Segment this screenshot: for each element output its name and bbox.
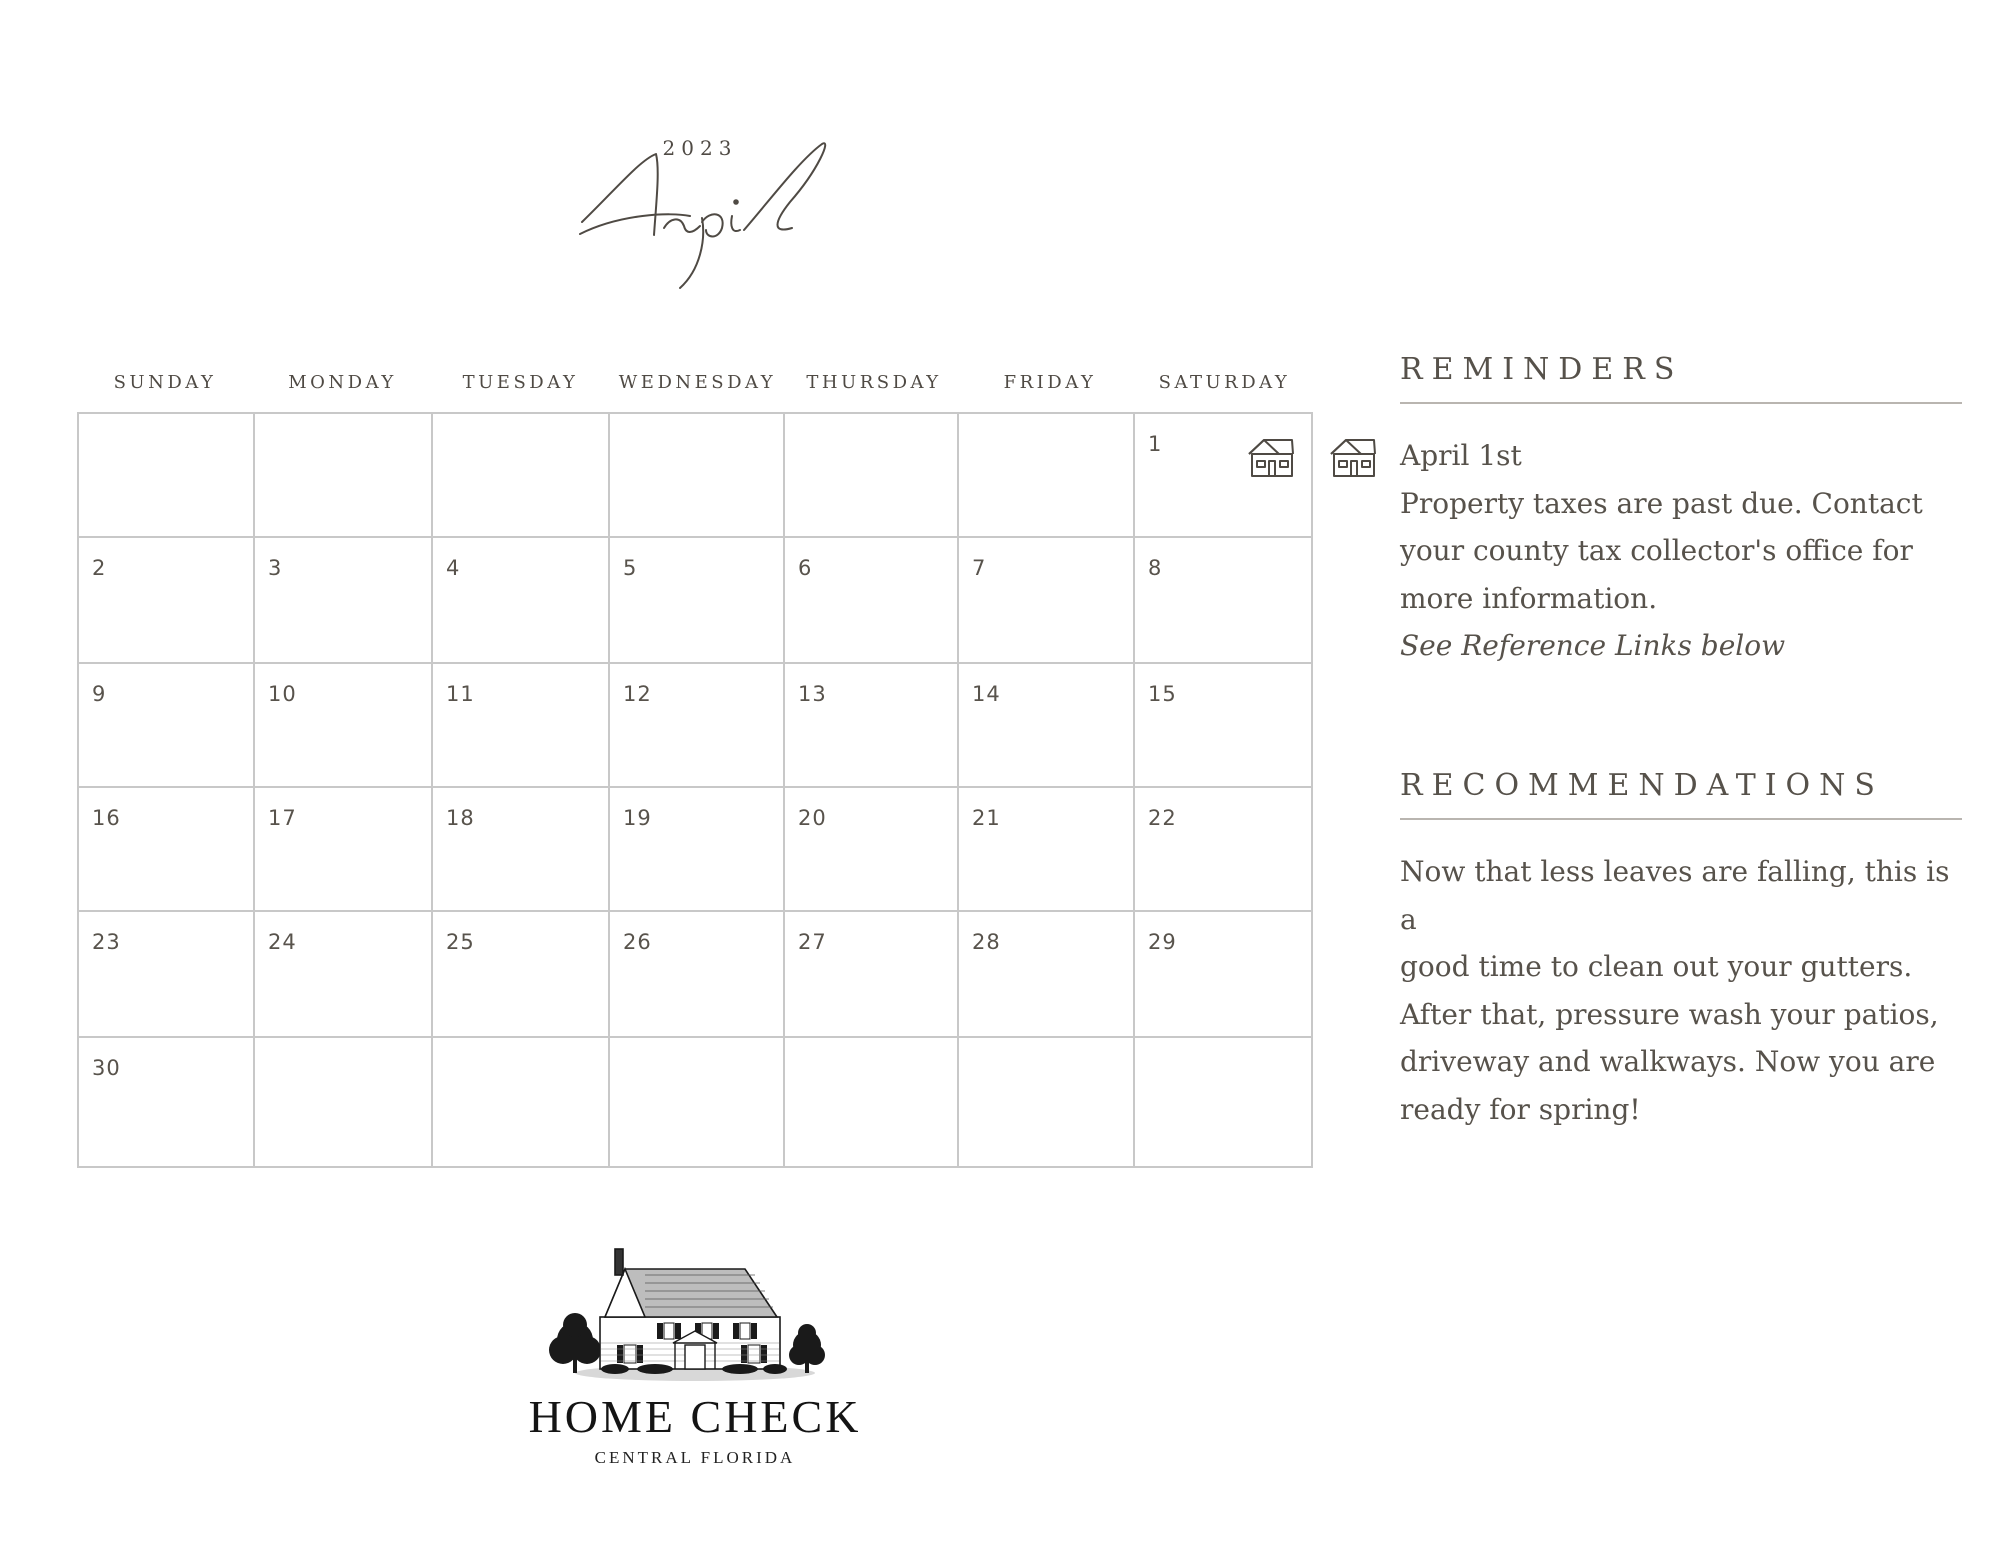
calendar-grid bbox=[77, 412, 1313, 1168]
day-number: 11 bbox=[446, 682, 475, 706]
day-number: 3 bbox=[268, 556, 283, 580]
recommendations-body bbox=[1400, 848, 1970, 1133]
reminder-line: Property taxes are past due. Contact bbox=[1400, 486, 1923, 520]
weekday-wednesday: WEDNESDAY bbox=[618, 372, 777, 393]
reminders-heading: REMINDERS bbox=[1400, 352, 1684, 387]
day-number: 22 bbox=[1148, 806, 1177, 830]
day-number: 29 bbox=[1148, 930, 1177, 954]
calendar-year: 2023 bbox=[662, 136, 738, 160]
day-number: 7 bbox=[972, 556, 987, 580]
recommendation-line: Now that less leaves are falling, this is a bbox=[1400, 855, 1950, 936]
house-illustration-icon bbox=[545, 1245, 845, 1385]
weekday-friday: FRIDAY bbox=[1003, 372, 1097, 393]
grid-row-line bbox=[77, 1166, 1313, 1168]
day-number: 12 bbox=[623, 682, 652, 706]
recommendations-heading: RECOMMENDATIONS bbox=[1400, 768, 1884, 803]
weekday-saturday: SATURDAY bbox=[1158, 372, 1291, 393]
weekday-header-row bbox=[77, 372, 1313, 396]
day-number: 13 bbox=[798, 682, 827, 706]
day-number: 27 bbox=[798, 930, 827, 954]
day-number: 6 bbox=[798, 556, 813, 580]
brand-tagline: CENTRAL FLORIDA bbox=[594, 1448, 796, 1467]
day-number: 28 bbox=[972, 930, 1001, 954]
brand-name: HOME CHECK bbox=[528, 1391, 862, 1442]
day-number: 18 bbox=[446, 806, 475, 830]
house-icon bbox=[1246, 436, 1296, 478]
grid-column-line bbox=[783, 412, 785, 1168]
grid-column-line bbox=[77, 412, 79, 1168]
day-number: 19 bbox=[623, 806, 652, 830]
reference-links-note: See Reference Links below bbox=[1400, 629, 1786, 662]
day-number: 2 bbox=[92, 556, 107, 580]
grid-column-line bbox=[431, 412, 433, 1168]
day-number: 14 bbox=[972, 682, 1001, 706]
grid-row-line bbox=[77, 786, 1313, 788]
day-number: 15 bbox=[1148, 682, 1177, 706]
day-number: 17 bbox=[268, 806, 297, 830]
weekday-thursday: THURSDAY bbox=[806, 372, 942, 393]
grid-row-line bbox=[77, 536, 1313, 538]
day-number: 5 bbox=[623, 556, 638, 580]
reminders-divider bbox=[1400, 402, 1962, 404]
recommendation-line: good time to clean out your gutters. bbox=[1400, 950, 1913, 983]
day-number: 9 bbox=[92, 682, 107, 706]
reminder-date: April 1st bbox=[1400, 439, 1522, 472]
grid-row-line bbox=[77, 910, 1313, 912]
grid-column-line bbox=[1311, 412, 1313, 1168]
reminder-line: more information. bbox=[1400, 581, 1658, 615]
reminder-line: your county tax collector's office for bbox=[1400, 534, 1913, 567]
recommendations-divider bbox=[1400, 818, 1962, 820]
weekday-tuesday: TUESDAY bbox=[462, 372, 579, 393]
grid-row-line bbox=[77, 662, 1313, 664]
grid-row-line bbox=[77, 1036, 1313, 1038]
day-number: 24 bbox=[268, 930, 297, 954]
day-number: 25 bbox=[446, 930, 475, 954]
recommendation-line: After that, pressure wash your patios, bbox=[1400, 997, 1939, 1031]
house-icon bbox=[1328, 436, 1378, 478]
recommendation-line: driveway and walkways. Now you are bbox=[1400, 1045, 1936, 1078]
day-number: 23 bbox=[92, 930, 121, 954]
recommendation-line: ready for spring! bbox=[1400, 1092, 1641, 1126]
day-number: 21 bbox=[972, 806, 1001, 830]
grid-column-line bbox=[253, 412, 255, 1168]
day-number: 20 bbox=[798, 806, 827, 830]
day-number: 10 bbox=[268, 682, 297, 706]
day-number: 30 bbox=[92, 1056, 121, 1080]
day-number: 4 bbox=[446, 556, 461, 580]
grid-row-line bbox=[77, 412, 1313, 414]
weekday-monday: MONDAY bbox=[288, 372, 397, 393]
month-name bbox=[580, 150, 840, 280]
day-number: 16 bbox=[92, 806, 121, 830]
day-number: 1 bbox=[1148, 432, 1163, 456]
grid-column-line bbox=[957, 412, 959, 1168]
reminders-body bbox=[1400, 432, 1970, 670]
grid-column-line bbox=[608, 412, 610, 1168]
day-number: 8 bbox=[1148, 556, 1163, 580]
weekday-sunday: SUNDAY bbox=[113, 372, 217, 393]
day-number: 26 bbox=[623, 930, 652, 954]
grid-column-line bbox=[1133, 412, 1135, 1168]
